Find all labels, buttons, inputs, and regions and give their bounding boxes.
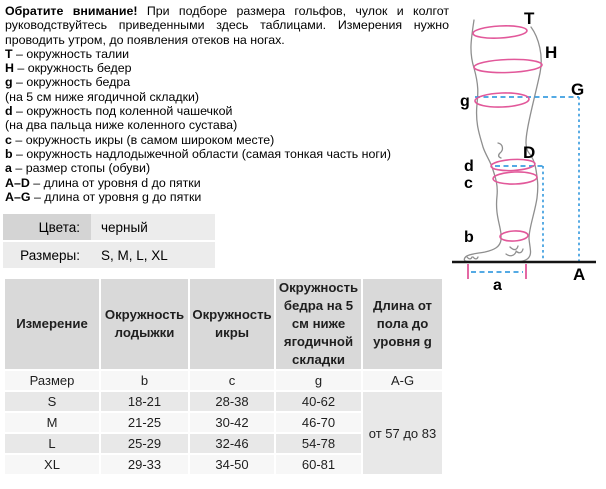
header-length: Длина от пола до уровня g (363, 279, 442, 369)
label-b: b (464, 229, 474, 246)
label-D: D (523, 143, 536, 162)
legend-line-H: H – окружность бедер (5, 61, 132, 76)
label-G: G (571, 80, 585, 99)
ankle-detail-lines (506, 246, 523, 256)
size-table (3, 277, 444, 476)
calf-ellipse-c (493, 171, 537, 185)
merged-ag-cell: от 57 до 83 (363, 392, 442, 474)
legend-line-AD: A–D – длина от уровня d до пятки (5, 175, 201, 190)
legend-line-c: c – окружность икры (в самом широком месте) (5, 132, 275, 147)
legend-line-b: b – окружность надлодыжечной области (самая тонкая часть ноги) (5, 146, 391, 161)
header-measure: Измерение (5, 279, 99, 369)
label-g: g (460, 93, 470, 110)
attribute-tables (3, 214, 215, 270)
table-row-L: L 25-29 32-46 54-78 (5, 434, 442, 453)
size-table-header-row (5, 279, 442, 369)
waist-ellipse-T (473, 25, 528, 40)
legend-line-g-note: (на 5 см ниже ягодичной складки) (5, 89, 200, 104)
colors-row (3, 214, 215, 240)
table-row-XL: XL 29-33 34-50 60-81 (5, 455, 442, 474)
legend-line-d-note: (на два пальца ниже коленного сустава) (5, 118, 238, 133)
header-thigh: Окружность бедра на 5 см ниже ягодичной складки (276, 279, 361, 369)
ankle-ellipse-b (500, 230, 528, 241)
sizes-label: Размеры: (3, 242, 91, 268)
sizes-row (3, 242, 215, 268)
label-a: a (493, 277, 502, 292)
toe-detail-lines (467, 257, 478, 259)
leg-measurement-diagram (450, 0, 606, 292)
legend-line-g: g – окружность бедра (5, 75, 131, 90)
label-A: A (573, 265, 586, 284)
kneecap-line (498, 143, 502, 158)
header-ankle: Окружность лодыжки (101, 279, 188, 369)
legend-line-d: d – окружность под коленной чашечкой (5, 104, 233, 119)
colors-label: Цвета: (3, 214, 91, 240)
colors-value: черный (91, 214, 215, 240)
legend-line-AG: A–G – длина от уровня g до пятки (5, 189, 202, 204)
notice-bold: Обратите внимание! (5, 4, 138, 18)
header-calf: Окружность икры (190, 279, 274, 369)
legend-line-T: T – окружность талии (5, 46, 130, 61)
table-row-S: S 18-21 28-38 40-62 от 57 до 83 (5, 392, 442, 411)
measurement-legend (5, 47, 449, 204)
thigh-ellipse-g (475, 92, 529, 108)
label-T: T (524, 9, 535, 28)
units-row: Размер b c g A-G (5, 371, 442, 390)
label-d: d (464, 158, 474, 175)
label-c: c (464, 175, 473, 192)
notice-paragraph (5, 4, 449, 47)
sizes-value: S, M, L, XL (91, 242, 215, 268)
legend-line-a: a – размер стопы (обуви) (5, 161, 151, 176)
text-block (5, 4, 449, 204)
label-H: H (545, 43, 558, 62)
notice-text: При подборе размера гольфов, чулок и колгот руководствуйтесь приведенными здесь таблицами. Измерения нужно проводить утром, до появления отеков на ногах. (5, 4, 449, 47)
hip-ellipse-H (474, 58, 542, 73)
table-row-M: M 21-25 30-42 46-70 (5, 413, 442, 432)
leg-outline (464, 20, 541, 262)
